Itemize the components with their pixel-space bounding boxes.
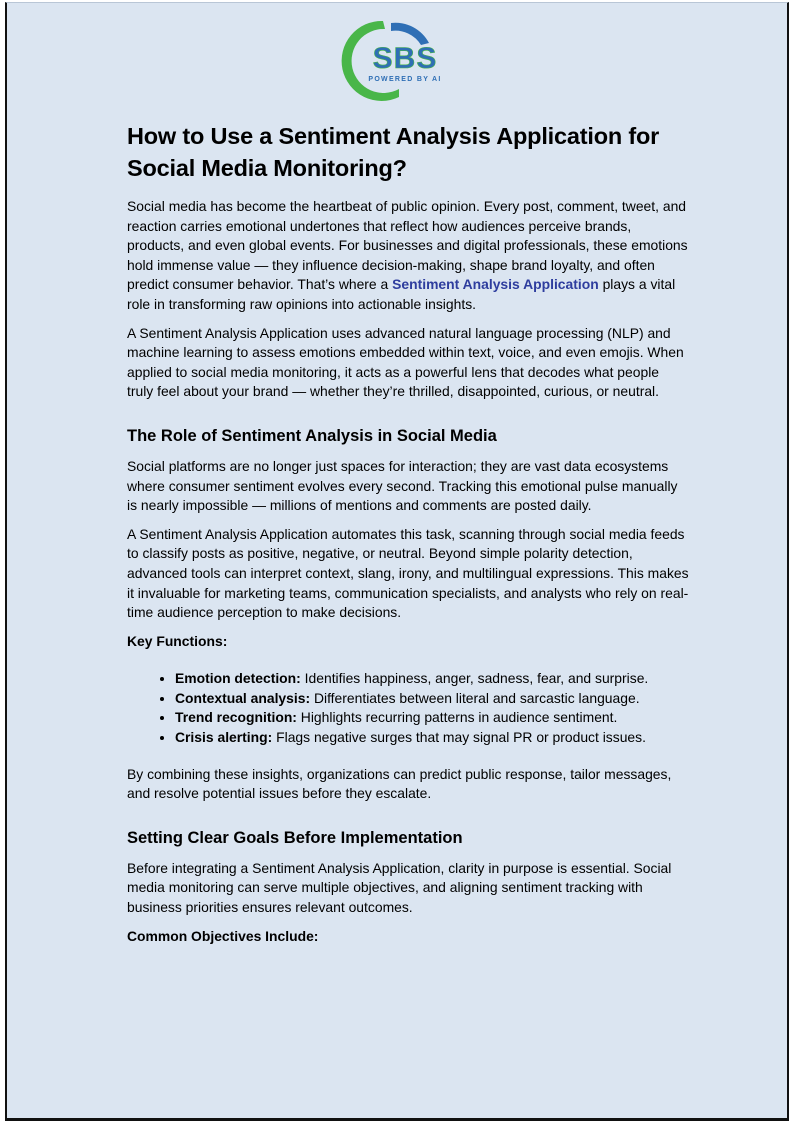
list-item: • Crisis alerting: Flags negative surges that may signal PR or product issues.: [175, 728, 689, 748]
article: [127, 120, 689, 946]
section-heading-role: The Role of Sentiment Analysis in Social Media: [127, 426, 497, 445]
role-paragraph-3: By combining these insights, organizations can predict public response, tailor messages, and resolve potential issues before they escalate.: [127, 765, 672, 802]
intro-paragraph-1: Social media has become the heartbeat of public opinion. Every post, comment, tweet, and reaction carries emotional undertones that reflect how audiences perceive brands, products, and even global events. For businesses and digital professionals, these emotions hold immense value — they influence decision-making, shape brand loyalty, and often predict consumer behavior. That’s where a Sentiment Analysis Application plays a vital role in transforming raw opinions into actionable insights.: [127, 198, 688, 312]
page-frame: [5, 2, 789, 1121]
section-heading-goals: Setting Clear Goals Before Implementation: [127, 828, 463, 847]
role-paragraph-2: A Sentiment Analysis Application automates this task, scanning through social media feeds to classify posts as positive, negative, or neutral. Beyond simple polarity detection, advanced tools can interpret context, slang, irony, and multilingual expressions. This makes it invaluable for marketing teams, communication specialists, and analysts who rely on real-time audience perception to make decisions.: [127, 525, 689, 621]
key-functions-label: Key Functions:: [127, 632, 228, 649]
sbs-logo: [333, 13, 473, 101]
list-item: • Emotion detection: Identifies happiness, anger, sadness, fear, and surprise.: [175, 669, 689, 689]
key-functions-list: [127, 669, 689, 747]
logo-tagline: POWERED BY AI: [368, 76, 442, 83]
sentiment-analysis-link[interactable]: Sentiment Analysis Application: [392, 276, 599, 293]
list-item: • Contextual analysis: Differentiates between literal and sarcastic language.: [175, 689, 689, 709]
role-paragraph-1: Social platforms are no longer just spaces for interaction; they are vast data ecosystems where consumer sentiment evolves every second. Tracking this emotional pulse manually is nearly impossible — millions of mentions and comments are posted daily.: [127, 457, 678, 514]
common-objectives-label: Common Objectives Include:: [127, 927, 319, 944]
goals-paragraph-1: Before integrating a Sentiment Analysis Application, clarity in purpose is essential. Social media monitoring can serve multiple objectives, and aligning sentiment tracking with business priorities ensures relevant outcomes.: [127, 859, 672, 916]
page-title: How to Use a Sentiment Analysis Application for Social Media Monitoring?: [127, 123, 660, 181]
list-item: • Trend recognition: Highlights recurring patterns in audience sentiment.: [175, 708, 689, 728]
intro-paragraph-2: A Sentiment Analysis Application uses advanced natural language processing (NLP) and machine learning to assess emotions embedded within text, voice, and even emojis. When applied to social media monitoring, it acts as a powerful lens that decodes what people truly feel about your brand — whether they’re thrilled, disappointed, curious, or neutral.: [127, 324, 684, 400]
logo-brand-text: SBS: [372, 42, 438, 75]
